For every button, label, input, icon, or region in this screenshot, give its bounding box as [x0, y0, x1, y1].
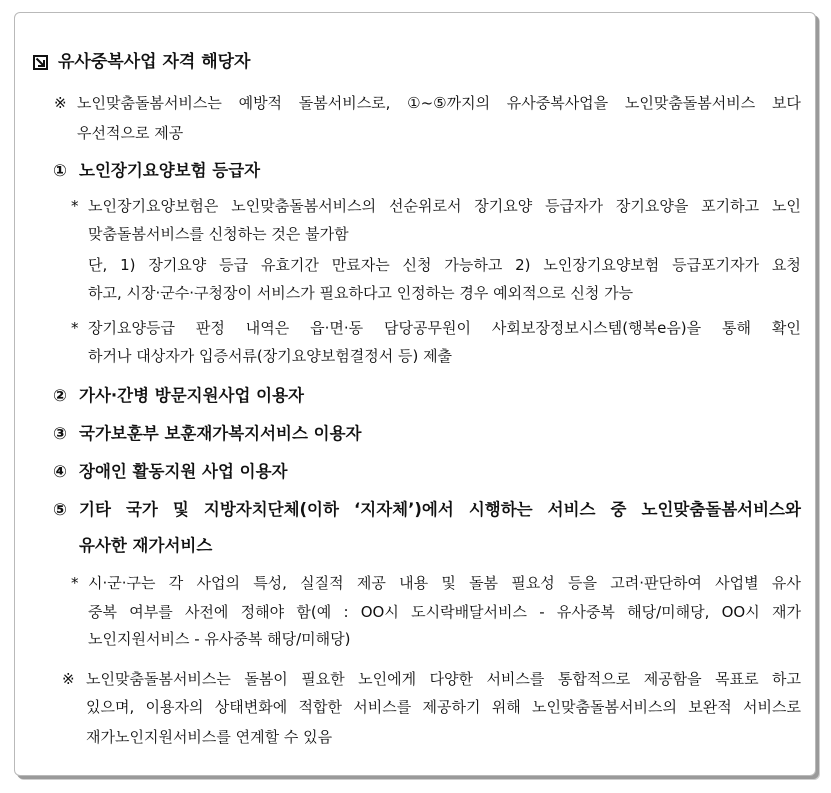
- note-mark: ※: [62, 670, 75, 688]
- note-line: 있으며, 이용자의 상태변화에 적합한 서비스를 제공하기 위해 노인맞춤돌봄서비스의 보완적 서비스로: [86, 698, 801, 716]
- sub-line: 단, 1) 장기요양 등급 유효기간 만료자는 신청 가능하고 2) 노인장기요양보험 등급포기자가 요청: [88, 256, 801, 274]
- sub-mark: *: [71, 197, 79, 215]
- item-number: ①: [53, 161, 67, 180]
- item-title: 장애인 활동지원 사업 이용자: [79, 462, 288, 481]
- note-line: 재가노인지원서비스를 연계할 수 있음: [86, 728, 333, 746]
- sub-line: 하고, 시장·군수·구청장이 서비스가 필요하다고 인정하는 경우 예외적으로 신청 가능: [88, 284, 634, 302]
- item-title: 노인장기요양보험 등급자: [79, 161, 261, 180]
- sub-line: 중복 여부를 사전에 정해야 함(예 : OO시 도시락배달서비스 - 유사중복 해당/미해당, OO시 재가: [88, 603, 801, 621]
- item-title: 국가보훈부 보훈재가복지서비스 이용자: [79, 424, 362, 443]
- sub-line: 맞춤돌봄서비스를 신청하는 것은 불가함: [88, 225, 349, 243]
- item-number: ③: [53, 424, 67, 443]
- sub-line: 시·군·구는 각 사업의 특성, 실질적 제공 내용 및 돌봄 필요성 등을 고려·판단하여 사업별 유사: [88, 574, 801, 592]
- sub-mark: *: [71, 319, 79, 337]
- sub-line: 노인지원서비스 - 유사중복 해당/미해당): [88, 630, 351, 648]
- sub-line: 장기요양등급 판정 내역은 읍·면·동 담당공무원이 사회보장정보시스템(행복e음)을 통해 확인: [88, 319, 801, 337]
- section-title: 유사중복사업 자격 해당자: [58, 52, 251, 72]
- item-title: 기타 국가 및 지방자치단체(이하 ‘지자체’)에서 시행하는 서비스 중 노인맞춤돌봄서비스와: [79, 500, 801, 519]
- sub-mark: *: [71, 574, 79, 592]
- item-title: 가사·간병 방문지원사업 이용자: [79, 386, 304, 405]
- note-line: 노인맞춤돌봄서비스는 예방적 돌봄서비스로, ①~⑤까지의 유사중복사업을 노인맞춤돌봄서비스 보다: [77, 94, 801, 112]
- item-title: 유사한 재가서비스: [79, 536, 213, 555]
- note-line: 노인맞춤돌봄서비스는 돌봄이 필요한 노인에게 다양한 서비스를 통합적으로 제공함을 목표로 하고: [86, 670, 801, 688]
- sub-line: 노인장기요양보험은 노인맞춤돌봄서비스의 선순위로서 장기요양 등급자가 장기요양을 포기하고 노인: [88, 197, 801, 215]
- item-number: ④: [53, 462, 67, 481]
- item-number: ②: [53, 386, 67, 405]
- sub-line: 하거나 대상자가 입증서류(장기요양보험결정서 등) 제출: [88, 347, 453, 365]
- corner-arrow-box-icon: [33, 55, 48, 70]
- item-number: ⑤: [53, 500, 67, 519]
- note-mark: ※: [54, 94, 67, 112]
- note-line: 우선적으로 제공: [77, 124, 184, 142]
